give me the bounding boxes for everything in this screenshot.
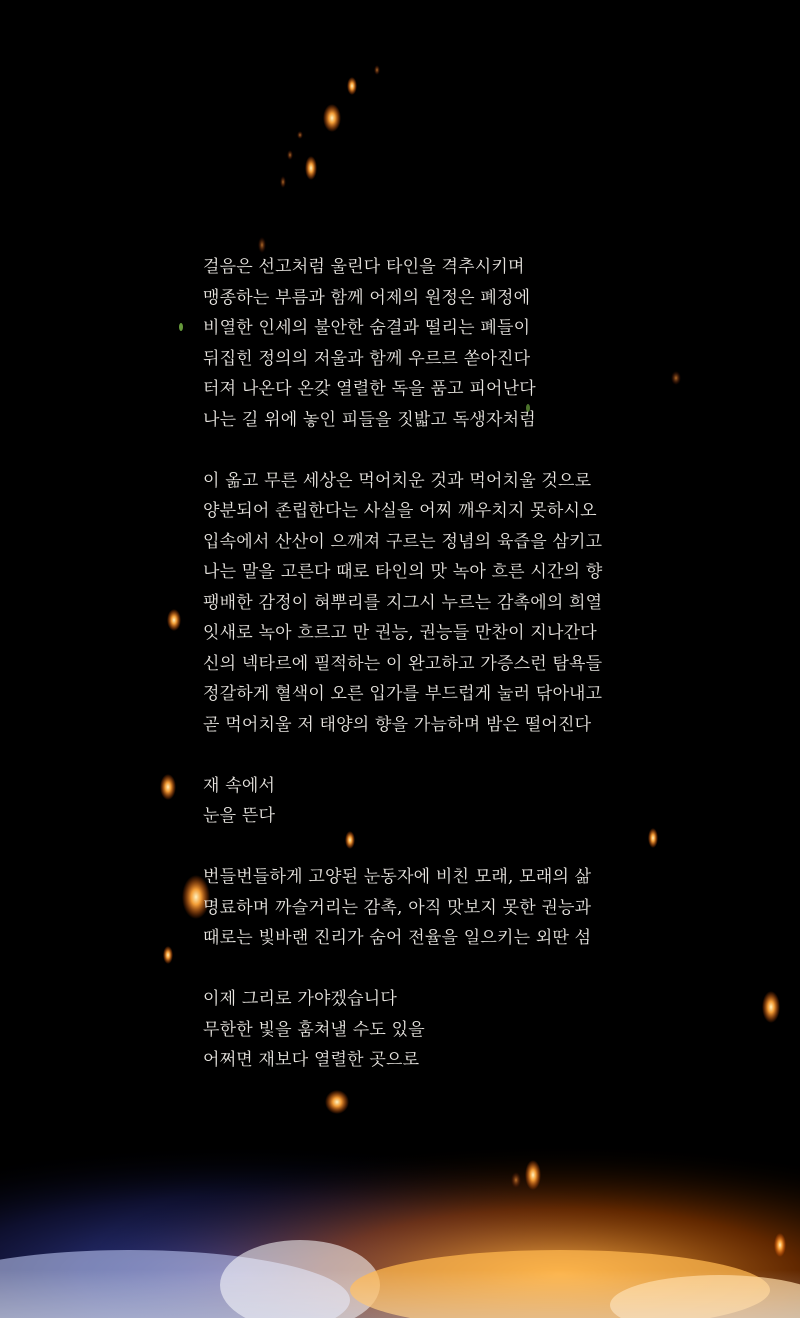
poem-line: 맹종하는 부름과 함께 어제의 원정은 폐정에 bbox=[203, 287, 531, 308]
poem-line: 신의 넥타르에 필적하는 이 완고하고 가증스런 탐욕들 bbox=[203, 653, 603, 674]
poem-stanza bbox=[203, 862, 623, 954]
poem-line: 터져 나온다 온갖 열렬한 독을 품고 피어난다 bbox=[203, 379, 536, 399]
poem-line: 무한한 빛을 훔쳐낼 수도 있을 bbox=[203, 1019, 425, 1040]
poem-line: 나는 말을 고른다 때로 타인의 맛 녹아 흐른 시간의 향 bbox=[203, 562, 603, 582]
poem-line: 나는 길 위에 놓인 피들을 짓밟고 독생자처럼 bbox=[203, 409, 536, 430]
poem-line: 양분되어 존립한다는 사실을 어찌 깨우치지 못하시오 bbox=[203, 501, 597, 521]
poem-stanza bbox=[203, 466, 623, 741]
poem-line: 정갈하게 혈색이 오른 입가를 부드럽게 눌러 닦아내고 bbox=[203, 684, 603, 704]
poem-line: 눈을 뜬다 bbox=[203, 806, 276, 826]
poem-line: 명료하며 까슬거리는 감촉, 아직 맛보지 못한 권능과 bbox=[203, 897, 592, 918]
poem-line: 재 속에서 bbox=[203, 775, 276, 796]
poem-line: 번들번들하게 고양된 눈동자에 비친 모래, 모래의 삶 bbox=[203, 867, 592, 887]
bottom-light-glow bbox=[0, 1100, 800, 1318]
poem-line: 비열한 인세의 불안한 숨결과 떨리는 폐들이 bbox=[203, 318, 531, 338]
poem bbox=[203, 252, 623, 1076]
poem-line: 이제 그리로 가야겠습니다 bbox=[203, 989, 398, 1009]
poem-line: 이 옮고 무른 세상은 먹어치운 것과 먹어치울 것으로 bbox=[203, 470, 592, 491]
poem-stanza bbox=[203, 984, 623, 1076]
poem-line: 곧 먹어치울 저 태양의 향을 가늠하며 밤은 떨어진다 bbox=[203, 714, 592, 735]
poem-line: 입속에서 산산이 으깨져 구르는 정념의 육즙을 삼키고 bbox=[203, 531, 603, 552]
poem-line: 잇새로 녹아 흐르고 만 권능, 권능들 만찬이 지나간다 bbox=[203, 623, 597, 643]
poem-line: 때로는 빛바랜 진리가 숨어 전율을 일으키는 외딴 섬 bbox=[203, 928, 592, 948]
poem-line: 걸음은 선고처럼 울린다 타인을 격추시키며 bbox=[203, 257, 525, 277]
poem-stanza bbox=[203, 252, 623, 435]
poem-line: 뒤집힌 정의의 저울과 함께 우르르 쏟아진다 bbox=[203, 348, 531, 369]
poem-line: 어쩌면 재보다 열렬한 곳으로 bbox=[203, 1050, 420, 1070]
poem-stanza bbox=[203, 771, 623, 832]
poem-line: 팽배한 감정이 혀뿌리를 지그시 누르는 감촉에의 희열 bbox=[203, 592, 603, 613]
